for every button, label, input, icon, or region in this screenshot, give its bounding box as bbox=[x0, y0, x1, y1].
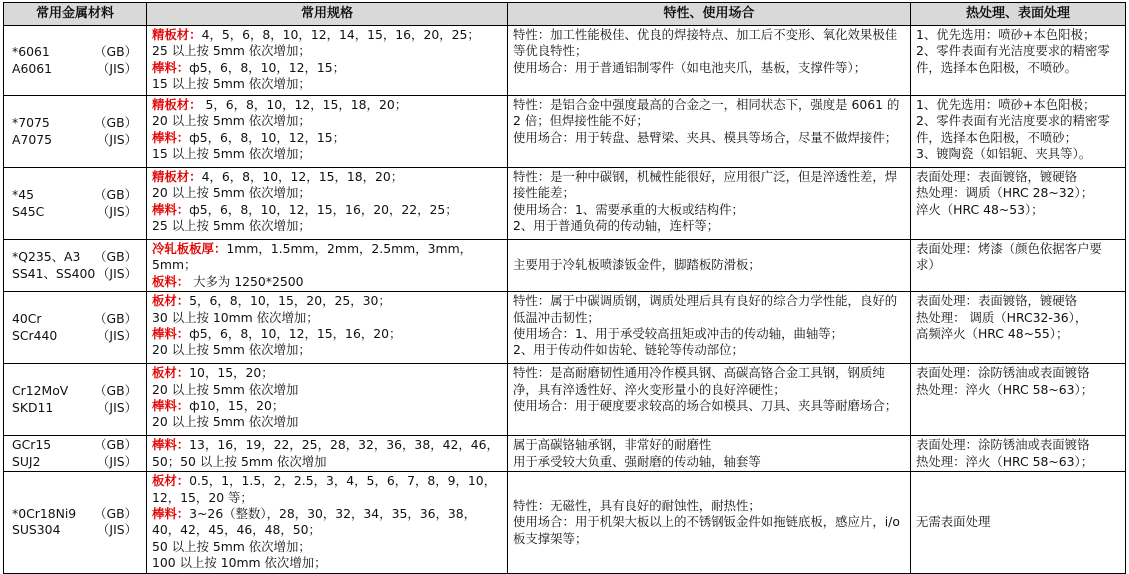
material-line bbox=[12, 249, 141, 265]
table-row bbox=[4, 364, 1126, 436]
spec-line bbox=[152, 473, 502, 506]
features-line: 特性：加工性能极佳、优良的焊接特点、加工后不变形、氧化效果极佳等优良特性； bbox=[513, 27, 898, 59]
material-line bbox=[12, 328, 141, 344]
treatment-cell bbox=[911, 168, 1126, 240]
treatment-cell bbox=[911, 292, 1126, 364]
spec-label: 棒料： bbox=[152, 201, 190, 217]
spec-text: 20 以上按 5mm 依次增加 bbox=[152, 381, 299, 397]
table-row bbox=[4, 26, 1126, 96]
spec-line bbox=[152, 326, 502, 342]
material-standard: （JIS） bbox=[97, 265, 137, 281]
features-line: 特性：是高耐磨韧性通用冷作模具钢、高碳高铬合金工具钢，钢质纯净，具有淬透性好、淬火变形量小的良好淬硬性； bbox=[513, 365, 885, 397]
material-standard: （JIS） bbox=[97, 327, 137, 343]
features-cell bbox=[508, 168, 911, 240]
treatment-line: 1、优先选用：喷砂+本色阳极； bbox=[916, 97, 1096, 112]
treatment-cell bbox=[911, 436, 1126, 472]
spec-text: 25 以上按 5mm 依次增加； bbox=[152, 218, 311, 234]
material-code: 40Cr bbox=[12, 311, 42, 327]
material-line bbox=[12, 204, 141, 220]
features-cell bbox=[508, 26, 911, 96]
spec-label: 精板材： bbox=[152, 169, 202, 184]
features-line: 2、用于传动件如齿轮、链轮等传动部位； bbox=[513, 342, 744, 358]
spec-text: 25 以上按 5mm 依次增加； bbox=[152, 43, 311, 59]
spec-line bbox=[152, 27, 502, 43]
spec-cell bbox=[147, 96, 508, 168]
treatment-line: 表面处理：涂防锈油或表面镀铬 bbox=[916, 365, 1090, 381]
spec-text: 5，6，8，10，12，15，18，20； bbox=[201, 97, 408, 112]
spec-line bbox=[152, 310, 502, 326]
material-standard: （GB） bbox=[94, 437, 137, 453]
material-code: A6061 bbox=[12, 60, 53, 76]
spec-line bbox=[152, 437, 502, 470]
material-standard: （JIS） bbox=[97, 60, 137, 76]
spec-label: 板材： bbox=[152, 293, 190, 309]
spec-line bbox=[152, 146, 502, 162]
material-line bbox=[12, 61, 141, 77]
treatment-line: 无需表面处理 bbox=[916, 514, 991, 530]
spec-line bbox=[152, 398, 502, 414]
treatment-line: 1、优先选用：喷砂+本色阳极； bbox=[916, 27, 1096, 42]
material-cell bbox=[4, 26, 147, 96]
material-line bbox=[12, 400, 141, 416]
table-row bbox=[4, 472, 1126, 573]
spec-cell bbox=[147, 436, 508, 472]
material-line bbox=[12, 454, 141, 470]
spec-line bbox=[152, 218, 502, 234]
spec-line bbox=[152, 202, 502, 218]
spec-line bbox=[152, 97, 502, 113]
features-line: 属于高碳铬轴承钢，非常好的耐磨性 bbox=[513, 437, 712, 453]
material-code: *7075 bbox=[12, 115, 50, 131]
spec-text: 20 以上按 5mm 依次增加 bbox=[152, 414, 299, 430]
header-material: 常用金属材料 bbox=[4, 3, 147, 26]
spec-text: 4，5，6，8，10，12，14，15，16，20，25； bbox=[201, 27, 480, 42]
spec-line bbox=[152, 365, 502, 381]
spec-line bbox=[152, 274, 502, 290]
treatment-cell bbox=[911, 472, 1126, 573]
spec-cell bbox=[147, 168, 508, 240]
spec-line bbox=[152, 382, 502, 398]
treatment-line: 热处理：调质（HRC 28~32）； bbox=[916, 185, 1094, 201]
header-spec: 常用规格 bbox=[147, 3, 508, 26]
spec-line bbox=[152, 539, 502, 555]
table-row bbox=[4, 240, 1126, 292]
table-row bbox=[4, 168, 1126, 240]
spec-line bbox=[152, 76, 502, 92]
treatment-line: 热处理：淬火（HRC 58~63）； bbox=[916, 453, 1094, 469]
treatment-line: 2、零件表面有光洁度要求的精密零件，选择本色阳极，不喷砂。 bbox=[916, 43, 1110, 75]
material-standard: （GB） bbox=[94, 506, 137, 522]
features-cell bbox=[508, 364, 911, 436]
material-code: SUJ2 bbox=[12, 453, 41, 469]
spec-text: 大多为 1250*2500 bbox=[189, 273, 304, 289]
spec-text: ф5，6，8，10，12，15； bbox=[189, 129, 346, 145]
material-standard: （JIS） bbox=[97, 399, 137, 415]
features-line: 特性：是铝合金中强度最高的合金之一，相同状态下，强度是 6061 的 2 倍；但焊接性能不好； bbox=[513, 97, 900, 129]
treatment-line: 2、零件表面有光洁度要求的精密零件，选择本色阳极，不喷砂； bbox=[916, 113, 1110, 145]
spec-text: 5，6，8，10，15，20，25，30； bbox=[189, 293, 391, 309]
spec-cell bbox=[147, 472, 508, 573]
spec-line bbox=[152, 555, 502, 571]
spec-line bbox=[152, 506, 502, 539]
material-line bbox=[12, 44, 141, 60]
material-code: *45 bbox=[12, 187, 34, 203]
material-line bbox=[12, 132, 141, 148]
features-line: 特性：属于中碳调质钢，调质处理后具有良好的综合力学性能，良好的低温冲击韧性； bbox=[513, 293, 898, 325]
spec-text: 13，16，19，22，25，28，32，36，38，42，46，50；50 以上按 5mm 依次增加 bbox=[152, 437, 499, 469]
spec-text: 1mm，1.5mm，2mm，2.5mm，3mm，5mm； bbox=[152, 241, 473, 273]
material-standard: （JIS） bbox=[97, 453, 137, 469]
treatment-line: 淬火（HRC 48~53）； bbox=[916, 201, 1044, 217]
features-line: 特性：是一种中碳钢，机械性能很好，应用很广泛，但是淬透性差，焊接性能差； bbox=[513, 169, 898, 201]
spec-text: ф10，15，20； bbox=[189, 398, 285, 414]
spec-label: 冷轧板板厚： bbox=[152, 241, 227, 256]
spec-line bbox=[152, 185, 502, 201]
spec-cell bbox=[147, 26, 508, 96]
table-body bbox=[4, 26, 1126, 574]
features-line: 使用场合：用于硬度要求较高的场合如模具、刀具、夹具等耐磨场合； bbox=[513, 398, 898, 414]
material-cell bbox=[4, 292, 147, 364]
treatment-cell bbox=[911, 26, 1126, 96]
spec-label: 板材： bbox=[152, 473, 190, 489]
material-code: SUS304 bbox=[12, 522, 61, 538]
spec-text: 15 以上按 5mm 依次增加； bbox=[152, 146, 311, 162]
material-code: SCr440 bbox=[12, 327, 58, 343]
material-code: Cr12MoV bbox=[12, 383, 69, 399]
features-line: 特性：无磁性，具有良好的耐蚀性，耐热性； bbox=[513, 497, 761, 513]
treatment-line: 表面处理：表面镀铬，镀硬铬 bbox=[916, 293, 1078, 309]
material-line bbox=[12, 187, 141, 203]
material-standard: （JIS） bbox=[97, 203, 137, 219]
spec-text: ф5，6，8，10，12，15，16，20，22，25； bbox=[189, 201, 458, 217]
features-cell bbox=[508, 436, 911, 472]
material-line bbox=[12, 437, 141, 453]
material-standard: （GB） bbox=[94, 44, 137, 60]
material-cell bbox=[4, 436, 147, 472]
treatment-line: 表面处理：表面镀铬，镀硬铬 bbox=[916, 169, 1078, 184]
spec-text: 3~26（整数），28，30，32，34，35，36，38，40，42，45，46，48，50； bbox=[152, 506, 477, 538]
spec-label: 棒料： bbox=[152, 129, 190, 145]
treatment-line: 高频淬火（HRC 48~55）； bbox=[916, 326, 1069, 342]
material-code: *Q235、A3 bbox=[12, 249, 81, 265]
material-standard: （GB） bbox=[94, 187, 137, 203]
material-code: SS41、SS400 bbox=[12, 265, 96, 281]
material-line bbox=[12, 266, 141, 282]
spec-text: 15 以上按 5mm 依次增加； bbox=[152, 76, 311, 92]
material-standard: （GB） bbox=[94, 383, 137, 399]
treatment-line: 表面处理：烤漆（颜色依据客户要求） bbox=[916, 241, 1102, 273]
spec-cell bbox=[147, 364, 508, 436]
spec-line bbox=[152, 241, 502, 274]
material-line bbox=[12, 115, 141, 131]
spec-text: 50 以上按 5mm 依次增加； bbox=[152, 538, 311, 554]
spec-label: 棒料： bbox=[152, 437, 190, 453]
material-code: *0Cr18Ni9 bbox=[12, 506, 77, 522]
spec-text: 100 以上按 10mm 依次增加； bbox=[152, 555, 327, 571]
spec-label: 棒料： bbox=[152, 59, 190, 75]
header-row bbox=[4, 3, 1126, 26]
spec-label: 棒料： bbox=[152, 326, 190, 342]
spec-line bbox=[152, 113, 502, 129]
material-code: S45C bbox=[12, 203, 45, 219]
spec-line bbox=[152, 342, 502, 358]
spec-text: 30 以上按 10mm 依次增加； bbox=[152, 309, 319, 325]
features-cell bbox=[508, 96, 911, 168]
metal-materials-table bbox=[3, 2, 1126, 574]
spec-text: 4，6，8，10，12，15，18，20； bbox=[201, 169, 404, 184]
material-cell bbox=[4, 240, 147, 292]
treatment-line: 热处理： 调质（HRC32-36）， bbox=[916, 309, 1088, 325]
spec-text: 0.5，1，1.5，2，2.5，3，4，5，6，7，8，9，10，12，15，20 等； bbox=[152, 473, 497, 505]
features-line: 用于承受较大负重、强耐磨的传动轴，轴套等 bbox=[513, 453, 761, 469]
spec-line bbox=[152, 60, 502, 76]
spec-text: ф5，6，8，10，12，15； bbox=[189, 59, 346, 75]
features-cell bbox=[508, 472, 911, 573]
features-line: 2、用于普通负荷的传动轴，连杆等； bbox=[513, 218, 720, 234]
material-line bbox=[12, 311, 141, 327]
treatment-cell bbox=[911, 240, 1126, 292]
spec-cell bbox=[147, 240, 508, 292]
spec-label: 板料： bbox=[152, 273, 190, 289]
material-cell bbox=[4, 364, 147, 436]
material-code: GCr15 bbox=[12, 437, 52, 453]
spec-label: 精板材： bbox=[152, 27, 202, 42]
spec-text: 20 以上按 5mm 依次增加； bbox=[152, 342, 311, 358]
spec-line bbox=[152, 414, 502, 430]
material-standard: （GB） bbox=[94, 249, 137, 265]
material-cell bbox=[4, 96, 147, 168]
features-cell bbox=[508, 240, 911, 292]
material-code: *6061 bbox=[12, 44, 50, 60]
treatment-cell bbox=[911, 96, 1126, 168]
features-cell bbox=[508, 292, 911, 364]
material-code: A7075 bbox=[12, 131, 53, 147]
spec-cell bbox=[147, 292, 508, 364]
spec-line bbox=[152, 169, 502, 185]
features-line: 使用场合：用于普通铝制零件（如电池夹爪，基板，支撑件等）； bbox=[513, 59, 867, 75]
spec-label: 板材： bbox=[152, 365, 190, 381]
spec-line bbox=[152, 293, 502, 309]
features-line: 使用场合：1、用于承受较高扭矩或冲击的传动轴，曲轴等； bbox=[513, 326, 844, 342]
material-standard: （GB） bbox=[94, 115, 137, 131]
spec-label: 精板材： bbox=[152, 97, 202, 112]
spec-text: 20 以上按 5mm 依次增加； bbox=[152, 113, 311, 129]
header-features: 特性、使用场合 bbox=[508, 3, 911, 26]
table-row bbox=[4, 292, 1126, 364]
material-line bbox=[12, 522, 141, 538]
features-line: 主要用于冷轧板喷漆钣金件，脚踏板防滑板； bbox=[513, 257, 761, 273]
spec-label: 棒料： bbox=[152, 506, 190, 522]
table-row bbox=[4, 436, 1126, 472]
features-line: 使用场合：用于机架大板以上的不锈钢钣金件如拖链底板，感应片，i/o 板支撑架等； bbox=[513, 514, 900, 546]
treatment-cell bbox=[911, 364, 1126, 436]
spec-text: 10，15，20； bbox=[189, 365, 274, 381]
header-treatment: 热处理、表面处理 bbox=[911, 3, 1126, 26]
material-standard: （JIS） bbox=[97, 131, 137, 147]
features-line: 使用场合：用于转盘、悬臂梁、夹具、模具等场合，尽量不做焊接件； bbox=[513, 129, 898, 145]
spec-text: 20 以上按 5mm 依次增加； bbox=[152, 185, 311, 201]
material-cell bbox=[4, 472, 147, 573]
material-line bbox=[12, 506, 141, 522]
spec-text: ф5，6，8，10，12，15，16，20； bbox=[189, 326, 402, 342]
material-cell bbox=[4, 168, 147, 240]
features-line: 使用场合：1、需要承重的大板或结构件； bbox=[513, 201, 744, 217]
treatment-line: 热处理：淬火（HRC 58~63）； bbox=[916, 381, 1094, 397]
treatment-line: 表面处理：涂防锈油或表面镀铬 bbox=[916, 437, 1090, 453]
material-code: SKD11 bbox=[12, 399, 54, 415]
table-row bbox=[4, 96, 1126, 168]
material-standard: （GB） bbox=[94, 311, 137, 327]
treatment-line: 3、镀陶瓷（如铝轭、夹具等）。 bbox=[916, 146, 1092, 162]
spec-label: 棒料： bbox=[152, 398, 190, 414]
material-standard: （JIS） bbox=[97, 522, 137, 538]
spec-line bbox=[152, 130, 502, 146]
spec-line bbox=[152, 43, 502, 59]
material-line bbox=[12, 383, 141, 399]
